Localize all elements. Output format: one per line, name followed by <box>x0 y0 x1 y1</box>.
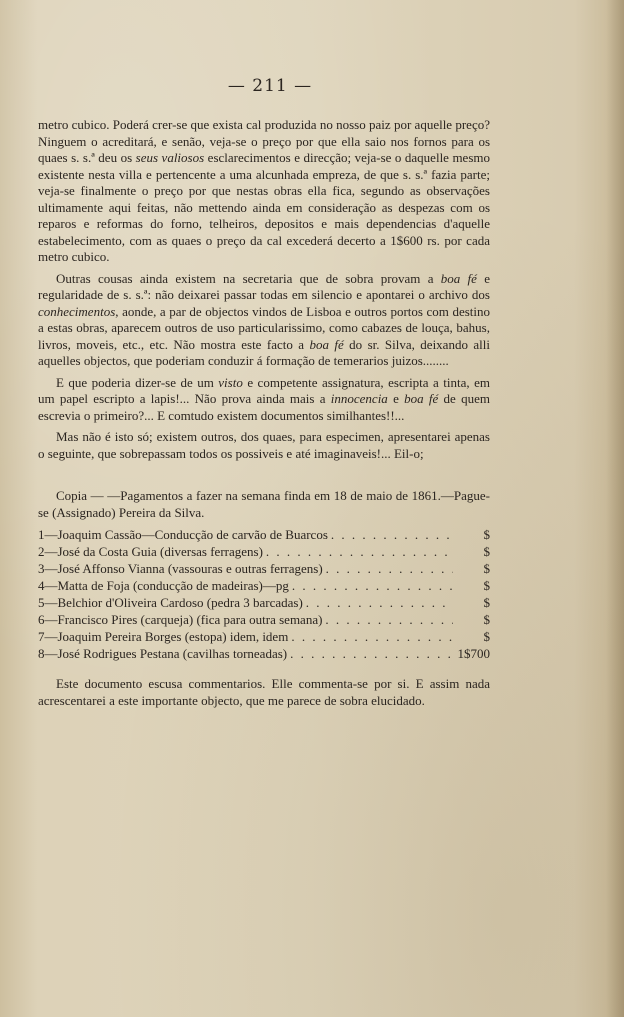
paragraph-group <box>38 117 490 462</box>
italic-phrase: boa fé <box>440 270 477 286</box>
payment-description: Joaquim Pereira Borges (estopa) idem, idem <box>57 629 289 644</box>
dot-leader <box>331 526 453 543</box>
text-segment: metro cubico. Poderá crer-se que exista cal produzida no nosso paiz por aquelle preço? Ninguem o acreditará, e senão, veja-se o preço por que ella saio nos fornos para os quaes s. s.ª deu os <box>38 117 490 165</box>
payment-row <box>38 594 490 611</box>
payment-description: José da Costa Guia (diversas ferragens) <box>57 544 263 559</box>
payment-number: 2— <box>38 544 58 559</box>
payment-list <box>38 526 490 662</box>
dot-leader <box>291 628 453 645</box>
text-segment: e competente assignatura, escripta a tinta, em um papel escripto a lapis!... Não prova ainda mais a <box>38 374 490 406</box>
page-number: — 211 — <box>227 76 313 96</box>
text-segment: , aonde, a par de objectos vindos de Lisboa e outros portos com destino a estas obras, aparecem outros de uso particularissimo, como cabazes de louça, bahus, livros, moveis, etc., etc. Não mostra este facto a <box>38 303 490 352</box>
payment-number: 5— <box>38 595 58 610</box>
payment-number: 8— <box>38 646 58 661</box>
dot-leader <box>326 560 453 577</box>
italic-phrase: visto <box>218 374 243 390</box>
dot-leader <box>266 543 453 560</box>
payment-row <box>38 611 490 628</box>
italic-phrase: conhecimentos <box>38 303 116 319</box>
payment-description: José Affonso Vianna (vassouras e outras ferragens) <box>57 561 323 576</box>
payment-amount: $ <box>483 527 490 542</box>
payment-amount: 1$700 <box>457 646 490 661</box>
payment-amount: $ <box>483 578 490 593</box>
text-segment: de quem escrevia o primeiro?... E comtudo existem documentos similhantes!!... <box>38 391 490 423</box>
text-segment: Outras cousas ainda existem na secretaria que de sobra provam a <box>56 270 441 286</box>
payment-description: Francisco Pires (carqueja) (fica para outra semana) <box>57 612 323 627</box>
payment-number: 7— <box>38 629 58 644</box>
paragraph <box>38 117 490 266</box>
payment-description: Belchior d'Oliveira Cardoso (pedra 3 barcadas) <box>57 595 303 610</box>
dot-leader <box>306 594 453 611</box>
payment-description: Matta de Foja (conducção de madeiras)—pg <box>57 578 289 593</box>
payment-amount: $ <box>483 544 490 559</box>
paragraph <box>38 375 490 425</box>
text-segment: E que poderia dizer-se de um <box>56 374 219 390</box>
italic-phrase: boa fé <box>309 336 344 352</box>
paragraph <box>38 429 490 462</box>
payment-number: 3— <box>38 561 58 576</box>
payment-number: 6— <box>38 612 58 627</box>
payment-row <box>38 645 490 662</box>
text-segment: e regularidade de s. s.ª: não deixarei passar todas em silencio e apontarei o archivo dos <box>38 270 490 302</box>
italic-phrase: boa fé <box>404 391 439 406</box>
text-segment: esclarecimentos e direcção; veja-se o daquelle mesmo existente nesta villa e pertencente a uma alcunhada empreza, de que s. s.ª fazia parte; veja-se finalmente o preço por que nestas obras ella fica, segundo as observações ultimamente aqui feitas, não mettendo ainda em consideração as despezas com os reparos e reformas do forno, telheiros, depositos e mais dependencias d'aquelle estabelecimento, com as quaes o preço da cal excederá decerto a 1$600 rs. por cada metro cubico. <box>38 150 491 264</box>
payment-row <box>38 560 490 577</box>
payment-description: José Rodrigues Pestana (cavilhas torneadas) <box>57 646 288 661</box>
paragraph <box>38 271 490 370</box>
payment-description: Joaquim Cassão—Conducção de carvão de Buarcos <box>57 527 328 542</box>
dot-leader <box>325 611 453 628</box>
text-segment: Mas não é isto só; existem outros, dos quaes, para especimen, apresentarei apenas o seguinte, que sobrepassam todos os possiveis e até imaginaveis!... Eil-o; <box>38 429 490 461</box>
payment-row <box>38 526 490 543</box>
payment-amount: $ <box>483 629 490 644</box>
section-spacer <box>38 467 490 487</box>
text-segment: do sr. Silva, deixando alli aquelles objectos, que poderiam conduzir á formação de temerarios juizos........ <box>38 336 490 368</box>
italic-phrase: innocencia <box>330 391 388 406</box>
payment-amount: $ <box>483 561 490 576</box>
payment-number: 1— <box>38 527 58 542</box>
dot-leader <box>290 645 453 662</box>
closing-paragraph: Este documento escusa commentarios. Elle commenta-se por si. E assim nada acrescentarei a este importante objecto, que me parece de sobra elucidado. <box>38 676 490 708</box>
dot-leader <box>292 577 453 594</box>
payment-amount: $ <box>483 612 490 627</box>
copy-header: Copia — —Pagamentos a fazer na semana finda em 18 de maio de 1861.—Pague-se (Assignado) Pereira da Silva. <box>38 488 490 520</box>
payment-row <box>38 543 490 560</box>
payment-amount: $ <box>483 595 490 610</box>
payment-row <box>38 628 490 645</box>
body-text <box>38 117 490 714</box>
italic-phrase: seus valiosos <box>135 150 205 165</box>
payment-number: 4— <box>38 578 58 593</box>
text-segment: e <box>387 391 405 406</box>
payment-row <box>38 577 490 594</box>
